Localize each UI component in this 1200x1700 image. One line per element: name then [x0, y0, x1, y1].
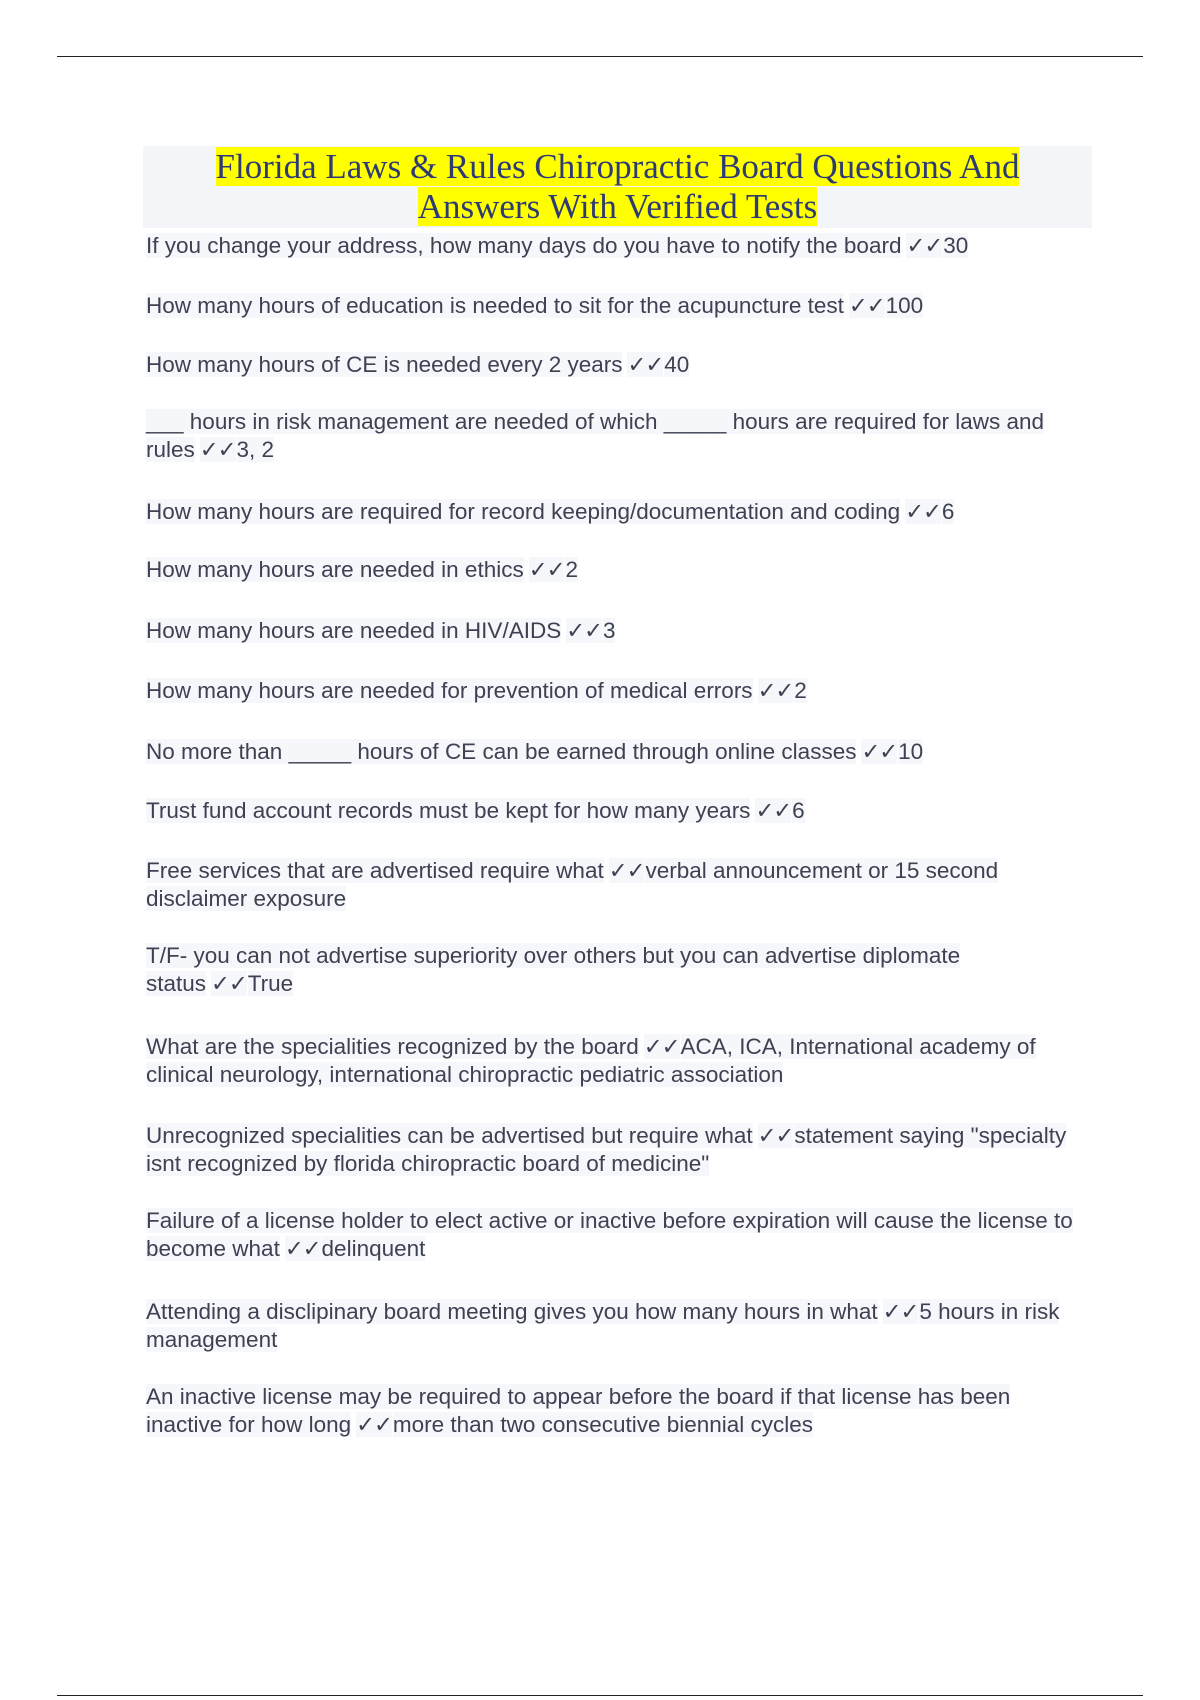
qa-item [146, 797, 1092, 825]
qa-item [146, 498, 1092, 526]
title-line-2: Answers With Verified Tests [417, 187, 818, 226]
qa-item [146, 1207, 1092, 1263]
check-icon: ✓✓ [528, 557, 565, 582]
question-text: No more than _____ hours of CE can be earned through online classes [146, 739, 857, 764]
header-rule [57, 56, 1143, 57]
qa-item [146, 857, 1092, 913]
qa-item [146, 408, 1092, 464]
qa-item [146, 292, 1092, 320]
question-text: How many hours of CE is needed every 2 years [146, 352, 623, 377]
check-icon: ✓✓ [757, 678, 794, 703]
question-text: How many hours of education is needed to sit for the acupuncture test [146, 293, 844, 318]
footer-rule [57, 1695, 1143, 1696]
answer-text: ACA, ICA, International academy of clinical neurology, international chiropractic pediatric association [146, 1034, 1036, 1087]
check-icon: ✓✓ [755, 798, 792, 823]
answer-text: 2 [565, 557, 578, 582]
check-icon: ✓✓ [643, 1034, 680, 1059]
answer-text: statement saying "specialty isnt recognized by florida chiropractic board of medicine" [146, 1123, 1067, 1176]
qa-item [146, 351, 1092, 379]
answer-text: more than two consecutive biennial cycles [392, 1412, 814, 1437]
check-icon: ✓✓ [882, 1299, 919, 1324]
answer-text: 100 [885, 293, 924, 318]
check-icon: ✓✓ [848, 293, 885, 318]
question-text: Unrecognized specialities can be advertised but require what [146, 1123, 753, 1148]
answer-text: delinquent [321, 1236, 426, 1261]
answer-text: 6 [792, 798, 805, 823]
question-text: If you change your address, how many days do you have to notify the board [146, 233, 902, 258]
question-text: An inactive license may be required to appear before the board if that license has been inactive for how long [146, 1384, 1011, 1437]
answer-text: True [247, 971, 294, 996]
qa-item [146, 1033, 1092, 1089]
question-text: Failure of a license holder to elect active or inactive before expiration will cause the license to become what [146, 1208, 1073, 1261]
question-text: How many hours are required for record keeping/documentation and coding [146, 499, 901, 524]
question-text: ___ hours in risk management are needed of which _____ hours are required for laws and rules [146, 409, 1045, 462]
check-icon: ✓✓ [905, 499, 941, 524]
qa-item [146, 677, 1092, 705]
answer-text: 10 [898, 739, 924, 764]
answer-text: verbal announcement or 15 second disclaimer exposure [146, 858, 999, 911]
question-text: Trust fund account records must be kept for how many years [146, 798, 751, 823]
answer-text: 2 [794, 678, 807, 703]
answer-text: 3 [602, 618, 616, 643]
qa-item [146, 232, 1092, 260]
qa-item [146, 1383, 1092, 1439]
check-icon: ✓✓ [211, 971, 247, 996]
qa-item [146, 942, 1092, 998]
check-icon: ✓✓ [608, 858, 645, 883]
answer-text: 6 [941, 499, 955, 524]
check-icon: ✓✓ [284, 1236, 321, 1261]
question-text: How many hours are needed for prevention of medical errors [146, 678, 753, 703]
qa-item [146, 738, 1092, 766]
qa-item [146, 1298, 1092, 1354]
check-icon: ✓✓ [356, 1412, 392, 1437]
question-text: Free services that are advertised require what [146, 858, 604, 883]
answer-text: 40 [664, 352, 690, 377]
answer-text: 3, 2 [236, 437, 275, 462]
page-title [143, 146, 1092, 227]
check-icon: ✓✓ [199, 437, 236, 462]
question-text: What are the specialities recognized by the board [146, 1034, 639, 1059]
answer-text: 30 [943, 233, 969, 258]
question-text: How many hours are needed in ethics [146, 557, 524, 582]
check-icon: ✓✓ [861, 739, 898, 764]
check-icon: ✓✓ [757, 1123, 794, 1148]
title-block [143, 146, 1092, 228]
qa-item [146, 1122, 1092, 1178]
question-text: Attending a disclipinary board meeting gives you how many hours in what [146, 1299, 878, 1324]
title-line-1: Florida Laws & Rules Chiropractic Board Questions And [215, 147, 1020, 186]
qa-item [146, 556, 1092, 584]
qa-item [146, 617, 1092, 645]
check-icon: ✓✓ [627, 352, 664, 377]
answer-text: 5 hours in risk management [146, 1299, 1060, 1352]
check-icon: ✓✓ [566, 618, 602, 643]
check-icon: ✓✓ [906, 233, 943, 258]
question-text: How many hours are needed in HIV/AIDS [146, 618, 562, 643]
question-text: T/F- you can not advertise superiority over others but you can advertise diplomate status [146, 943, 961, 996]
